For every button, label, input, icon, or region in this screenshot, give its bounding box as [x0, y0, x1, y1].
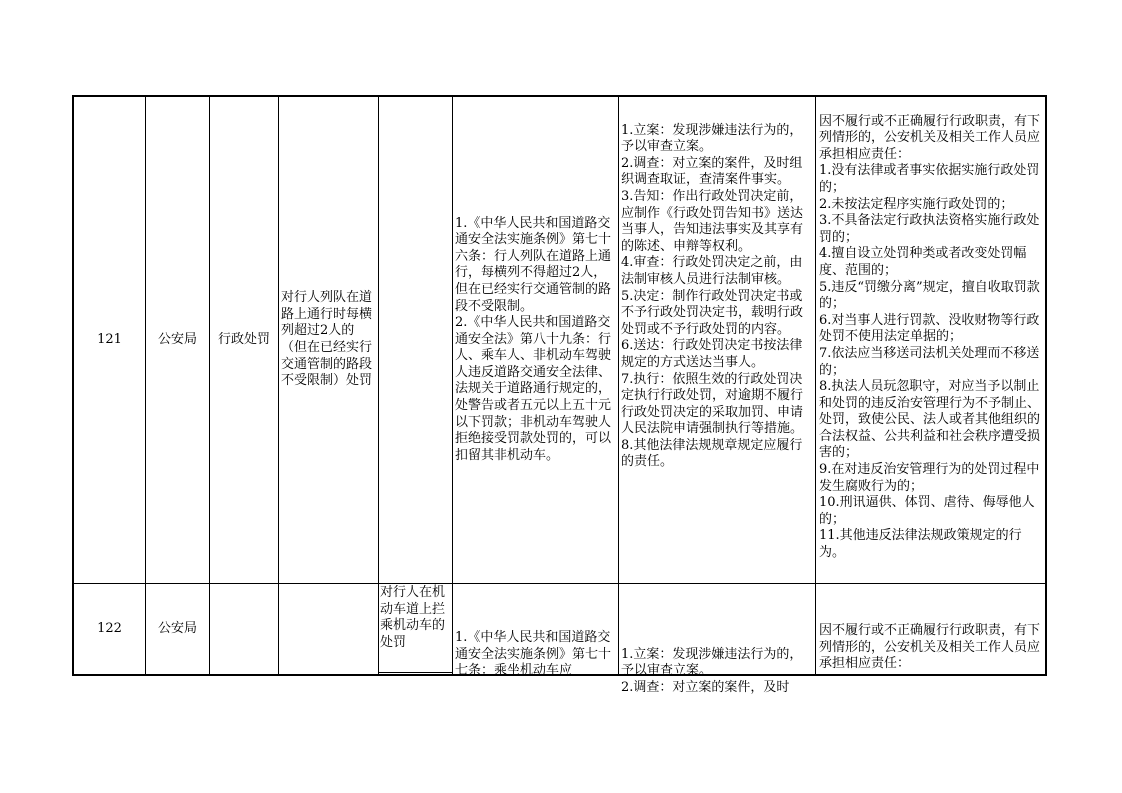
index-text: 121 — [97, 331, 122, 347]
col-divider — [378, 95, 379, 675]
sub-item-underline — [379, 672, 452, 673]
row-121-basis — [455, 97, 617, 583]
accountability-text: 因不履行或不正确履行行政职责，有下列情形的，公安机关及相关工作人员应承担相应责任： 1.没有法律或者事实依据实施行政处罚的； 2.未按法定程序实施行政处罚的； 3.不具备法定行政执法资格实施行政处罚的； 4.擅自设立处罚种类或者改变处罚幅度、范围的； 5.违反“罚缴分离”规定，擅自收取罚款的； 6.对当事人进行罚款、没收财物等行政处罚不使用法定单据的； 7.依法应当移送司法机关处理而不移送的； 8.执法人员玩忽职守，对应当予以制止和处罚的违反治安管理行为不予制止、处罚，致使公民、法人或者其他组织的合法权益、公共利益和社会秩序遭受损害的； 9.在对违反治安管理行为的处罚过程中发生腐败行为的； 10.刑讯逼供、体罚、虐待、侮辱他人的； 11.其他违反法律法规政策规定的行为。 — [819, 113, 1041, 561]
row-122-department — [146, 584, 209, 674]
legal-basis-text: 1.《中华人民共和国道路交通安全法实施条例》第七十七条：乘坐机动车应 — [455, 630, 612, 679]
legal-basis-text: 1.《中华人民共和国道路交通安全法实施条例》第七十六条：行人列队在道路上通行，每横列不得超过2人，但在已经实行交通管制的路段不受限制。 2.《中华人民共和国道路交通安全法》第八十九条：行人、乘车人、非机动车驾驶人违反道路交通安全法律、法规关于道路通行规定的，处警告或者五元以上五十元以下罚款；非机动车驾驶人拒绝接受罚款处罚的，可以扣留其非机动车。 — [455, 215, 612, 463]
department-text: 公安局 — [157, 620, 197, 636]
row-121-index — [74, 97, 145, 583]
row-122-accountability — [819, 623, 1043, 674]
row-divider — [72, 583, 1047, 584]
row-122-index — [74, 584, 145, 674]
item-name-text: 对行人列队在道路上通行时每横列超过2人的（但在已经实行交通管制的路段不受限制）处罚 — [281, 290, 373, 389]
row-121-item-name — [281, 97, 376, 583]
row-121-department — [146, 97, 209, 583]
index-text: 122 — [97, 620, 122, 636]
department-text: 公安局 — [157, 331, 197, 347]
row-122-basis — [455, 630, 617, 679]
accountability-text: 因不履行或不正确履行行政职责，有下列情形的，公安机关及相关工作人员应承担相应责任： — [819, 623, 1041, 672]
col-divider — [815, 95, 816, 675]
col-divider — [452, 95, 453, 675]
row-121-category — [210, 97, 278, 583]
row-122-sub-item — [380, 585, 451, 674]
col-divider — [278, 95, 279, 675]
table-right-border — [1045, 95, 1047, 675]
responsibilities-text: 1.立案：发现涉嫌违法行为的，予以审查立案。 2.调查：对立案的案件，及时组织调查取证，查清案件事实。 3.告知：作出行政处罚决定前，应制作《行政处罚告知书》送达当事人，告知违法事实及其享有的陈述、申辩等权利。 4.审查：行政处罚决定之前，由法制审核人员进行法制审核。 5.决定：制作行政处罚决定书或不予行政处罚决定书，载明行政处罚或不予行政处罚的内容。 6.送达：行政处罚决定书按法律规定的方式送达当事人。 7.执行：依照生效的行政处罚决定执行行政处罚，对逾期不履行行政处罚决定的采取加罚、申请人民法院申请强制执行等措施。 8.其他法律法规规章规定应履行的责任。 — [621, 122, 804, 470]
row-121-accountability — [819, 97, 1043, 583]
responsibilities-text: 1.立案：发现涉嫌违法行为的，予以审查立案。 2.调查：对立案的案件，及时 — [621, 646, 803, 695]
row-121-responsibilities — [621, 106, 814, 582]
row-122-responsibilities — [621, 630, 814, 695]
sub-item-text: 对行人在机动车道上拦乘机动车的处罚 — [380, 585, 446, 650]
col-divider — [618, 95, 619, 675]
category-text: 行政处罚 — [217, 331, 270, 347]
